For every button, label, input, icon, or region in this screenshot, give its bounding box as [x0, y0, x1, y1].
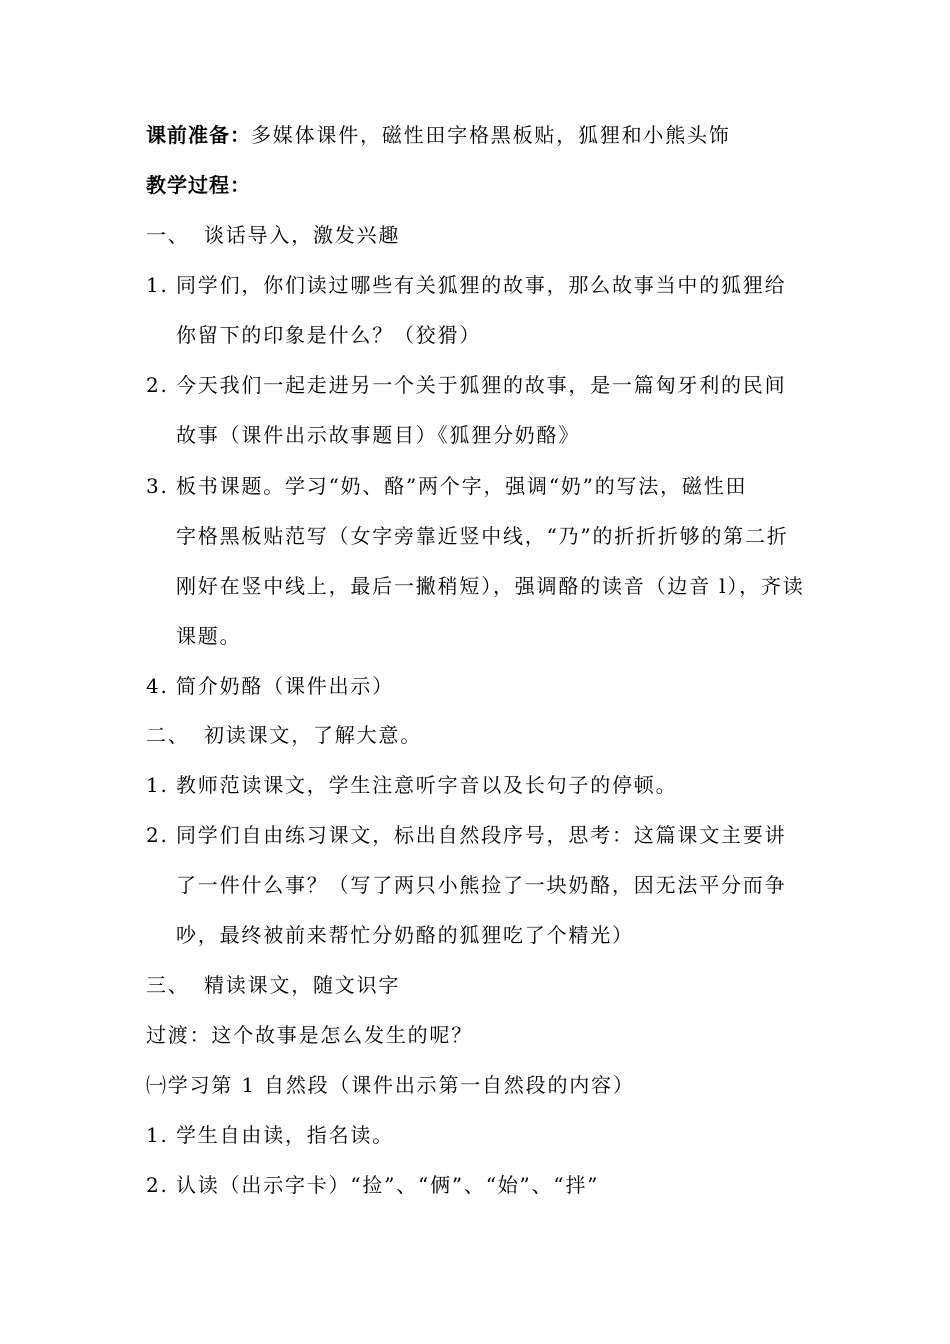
item-continuation: 刚好在竖中线上，最后一撇稍短），强调酪的读音（边音 l），齐读: [176, 574, 805, 598]
item-continuation: 吵，最终被前来帮忙分奶酪的狐狸吃了个精光）: [176, 923, 634, 947]
prep-label: 课前准备：: [146, 123, 251, 147]
section-2-heading: [146, 721, 422, 749]
list-item: [146, 472, 747, 500]
list-item: [146, 271, 786, 299]
item-number: 2.: [146, 373, 169, 397]
item-text: 今天我们一起走进另一个关于狐狸的故事，是一篇匈牙利的民间: [176, 373, 787, 397]
section-title: 初读课文，了解大意。: [204, 723, 422, 747]
item-continuation: 你留下的印象是什么？（狡猾）: [176, 323, 482, 347]
item-text: 同学们，你们读过哪些有关狐狸的故事，那么故事当中的狐狸给: [176, 273, 787, 297]
section-number: 一、: [146, 223, 190, 247]
item-text: 简介奶酪（课件出示）: [176, 674, 394, 698]
prep-line: [146, 121, 731, 149]
section-3-heading: [146, 971, 400, 999]
item-number: 2.: [146, 1173, 169, 1197]
list-item: [146, 1121, 394, 1149]
item-number: 4.: [146, 674, 169, 698]
list-item: [146, 672, 394, 700]
process-heading: [146, 171, 251, 199]
prep-text: 多媒体课件，磁性田字格黑板贴，狐狸和小熊头饰: [251, 123, 731, 147]
item-continuation: 字格黑板贴范写（女字旁靠近竖中线，“乃”的折折折够的第二折: [176, 524, 789, 548]
section-number: 三、: [146, 973, 190, 997]
subsection-1-heading: ㈠学习第 1 自然段（课件出示第一自然段的内容）: [146, 1073, 635, 1097]
item-text: 板书课题。学习“奶、酪”两个字，强调“奶”的写法，磁性田: [176, 474, 748, 498]
list-item: [146, 771, 677, 799]
section-title: 精读课文，随文识字: [204, 973, 401, 997]
section-title: 谈话导入，激发兴趣: [204, 223, 401, 247]
item-number: 2.: [146, 823, 169, 847]
item-number: 1.: [146, 773, 169, 797]
item-continuation: 故事（课件出示故事题目）《狐狸分奶酪》: [176, 423, 581, 447]
item-text: 同学们自由练习课文，标出自然段序号，思考：这篇课文主要讲: [176, 823, 787, 847]
item-number: 1.: [146, 273, 169, 297]
list-item: [146, 371, 786, 399]
list-item: [146, 821, 786, 849]
item-continuation: 了一件什么事？（写了两只小熊捡了一块奶酪，因无法平分而争: [176, 873, 787, 897]
process-label: 教学过程：: [146, 173, 251, 197]
item-text: 教师范读课文，学生注意听字音以及长句子的停顿。: [176, 773, 678, 797]
item-number: 1.: [146, 1123, 169, 1147]
section-1-heading: [146, 221, 400, 249]
list-item: [146, 1171, 599, 1199]
item-number: 3.: [146, 474, 169, 498]
item-text: 认读（出示字卡）“捡”、“俩”、“始”、“拌”: [176, 1173, 600, 1197]
item-text: 学生自由读，指名读。: [176, 1123, 394, 1147]
item-continuation: 课题。: [176, 624, 242, 648]
section-number: 二、: [146, 723, 190, 747]
transition-text: 过渡：这个故事是怎么发生的呢？: [146, 1023, 473, 1047]
